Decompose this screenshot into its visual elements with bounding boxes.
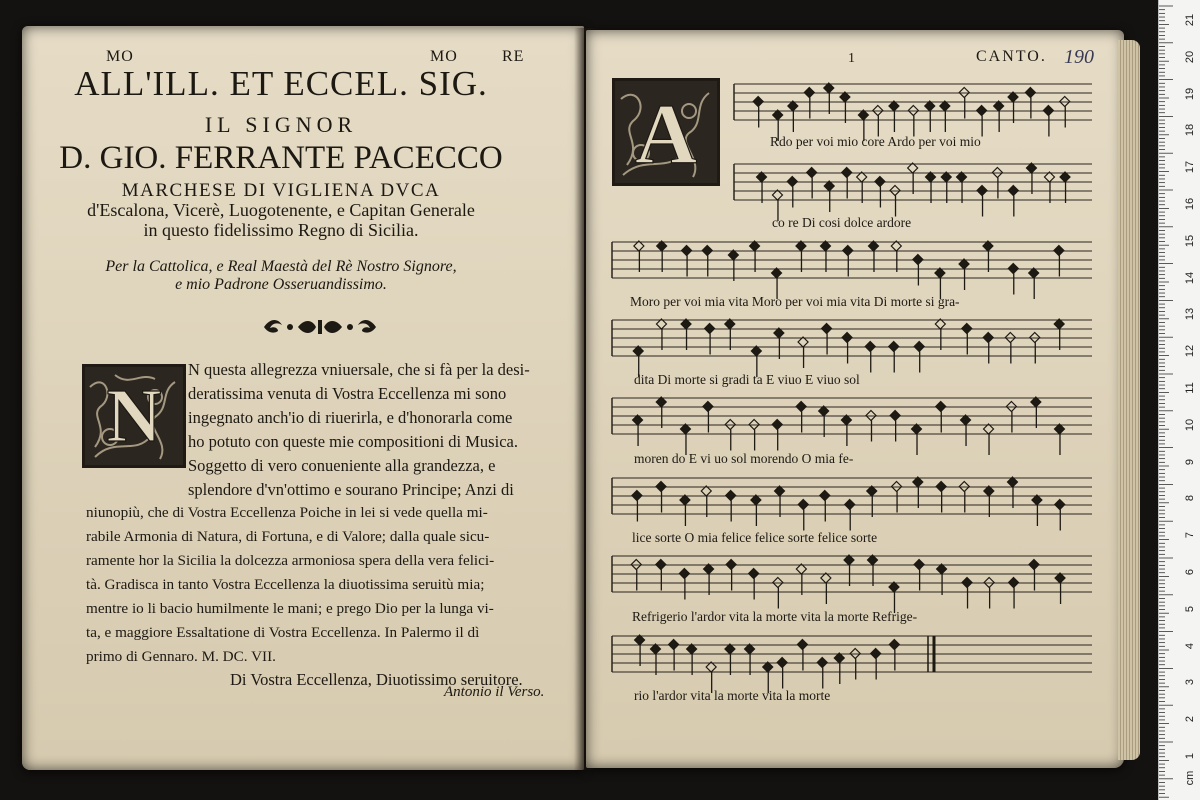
ruler-number: 15 — [1184, 234, 1196, 247]
note — [725, 420, 735, 451]
ruler-number: 3 — [1184, 679, 1196, 686]
note — [992, 168, 1002, 199]
note — [773, 578, 783, 609]
note — [913, 477, 923, 508]
ruler-number: 12 — [1184, 345, 1196, 358]
note — [936, 482, 946, 513]
note — [984, 486, 994, 517]
note — [631, 560, 641, 591]
note — [977, 186, 987, 217]
note — [892, 482, 902, 513]
note — [775, 486, 785, 517]
note — [682, 246, 692, 277]
ruler-number: 20 — [1184, 50, 1196, 63]
ruler-number: 11 — [1184, 382, 1196, 394]
note — [750, 241, 760, 272]
signature: Antonio il Verso. — [444, 684, 545, 700]
note — [868, 241, 878, 272]
body-text-line: ramente hor la Sicilia la dolcezza armoniosa spera della vera felici- — [86, 552, 495, 569]
note — [936, 402, 946, 433]
note — [908, 163, 918, 194]
note — [834, 653, 844, 684]
note — [705, 324, 715, 355]
body-text-line: splendore d'vn'ottimo e sourano Principe; Anzi di — [188, 480, 514, 499]
note — [935, 319, 945, 350]
note — [1008, 264, 1018, 295]
note — [890, 186, 900, 217]
note — [957, 172, 967, 203]
note — [1044, 172, 1054, 203]
lyric-line: co re Di cosi dolce ardore — [772, 215, 912, 230]
note — [1008, 92, 1018, 123]
lyric-line: lice sorte O mia felice felice sorte felice sorte — [632, 530, 878, 545]
ruler-number: 14 — [1184, 271, 1196, 284]
note — [651, 644, 661, 675]
note — [1060, 97, 1070, 128]
ruler-number: 18 — [1184, 124, 1196, 137]
note — [749, 569, 759, 600]
note — [984, 578, 994, 609]
note — [1029, 560, 1039, 591]
ruler-number: 13 — [1184, 308, 1196, 321]
note — [908, 106, 918, 137]
note — [940, 101, 950, 132]
body-text-line: niunopiù, che di Vostra Eccellenza Poiche in lei si vede quella mi- — [86, 504, 488, 521]
note — [757, 172, 767, 203]
note — [656, 319, 666, 350]
note — [959, 88, 969, 119]
note — [1009, 578, 1019, 609]
note — [1029, 268, 1039, 299]
note — [842, 333, 852, 364]
note — [796, 564, 806, 595]
note — [817, 658, 827, 689]
body-text-line: deratissima venuta di Vostra Eccellenza mi sono — [188, 384, 507, 403]
lyric-line: Refrigerio l'ardor vita la morte vita la morte Refrige- — [632, 609, 918, 624]
note — [656, 560, 666, 591]
title-superscript: MO — [106, 48, 134, 65]
note — [635, 635, 645, 666]
note — [656, 482, 666, 513]
note — [890, 411, 900, 442]
title-superscript: RE — [502, 48, 525, 65]
ruler-number: 16 — [1184, 197, 1196, 211]
note — [774, 328, 784, 359]
note — [657, 241, 667, 272]
svg-text:A: A — [634, 86, 698, 182]
note — [1060, 172, 1070, 203]
note — [1006, 402, 1016, 433]
note — [1007, 477, 1017, 508]
note — [1054, 319, 1064, 350]
note — [745, 644, 755, 675]
note — [796, 402, 806, 433]
note — [1005, 333, 1015, 364]
note — [798, 500, 808, 531]
addressee-title-line: in questo fidelissimo Regno di Sicilia. — [143, 220, 419, 240]
ruler-number: 19 — [1184, 87, 1196, 100]
body-text-line: ingegnato anch'io di riuerirla, e d'honorarla come — [188, 408, 513, 427]
ruler-unit: cm — [1184, 770, 1196, 786]
note — [726, 491, 736, 522]
svg-text:N: N — [106, 374, 162, 458]
note — [822, 324, 832, 355]
dedication-title: ALL'ILL. ET ECCEL. SIG. — [74, 64, 488, 103]
body-text-line: ta, e maggiore Essaltatione di Vostra Eccellenza. In Palermo il dì — [86, 624, 480, 641]
note — [983, 333, 993, 364]
note — [875, 177, 885, 208]
note — [891, 241, 901, 272]
note — [798, 337, 808, 368]
note — [959, 259, 969, 290]
note — [962, 578, 972, 609]
lyric-line: Moro per voi mia vita Moro per voi mia vita Di morte si gra- — [630, 294, 960, 309]
note — [787, 177, 797, 208]
note — [1054, 424, 1064, 455]
body-text-line: tà. Gradisca in tanto Vostra Eccellenza la diuotissima seruitù mia; — [86, 576, 485, 593]
note — [889, 101, 899, 132]
addressee-title-line: MARCHESE DI VIGLIENA DVCA — [121, 180, 441, 201]
note — [749, 420, 759, 451]
voice-part-heading: CANTO. — [976, 48, 1047, 65]
note — [914, 560, 924, 591]
note — [726, 560, 736, 591]
addressee-name: D. GIO. FERRANTE PACECCO — [59, 140, 503, 176]
note — [925, 101, 935, 132]
note — [889, 640, 899, 671]
note — [681, 319, 691, 350]
handwritten-folio-number: 190 — [1064, 46, 1094, 68]
note — [1055, 500, 1065, 531]
note — [857, 172, 867, 203]
note — [868, 555, 878, 586]
note — [703, 402, 713, 433]
note — [680, 495, 690, 526]
note — [873, 106, 883, 137]
addressee-title-line: d'Escalona, Vicerè, Luogotenente, e Capitan Generale — [87, 200, 475, 220]
ruler-number: 6 — [1184, 568, 1196, 576]
body-text-line: primo di Gennaro. M. DC. VII. — [86, 648, 276, 665]
note — [824, 83, 834, 114]
note — [725, 319, 735, 350]
ruler-number: 5 — [1184, 605, 1196, 612]
note — [751, 495, 761, 526]
lyric-line: rio l'ardor vita la morte vita la morte — [634, 688, 831, 703]
ruler-number: 10 — [1184, 418, 1196, 431]
note — [937, 564, 947, 595]
lyric-line: Rdo per voi mio core Ardo per voi mio — [770, 134, 981, 149]
measuring-ruler — [1158, 0, 1200, 800]
music-notes — [631, 83, 1070, 693]
note — [753, 97, 763, 128]
note — [728, 250, 738, 281]
ruler-number: 1 — [1184, 752, 1196, 760]
note — [777, 658, 787, 689]
salutation-line: Per la Cattolica, e Real Maestà del Rè Nostro Signore, — [105, 258, 457, 275]
note — [788, 101, 798, 132]
ruler-number: 8 — [1184, 495, 1196, 502]
note — [984, 424, 994, 455]
note — [632, 491, 642, 522]
note — [913, 255, 923, 286]
note — [844, 555, 854, 586]
ruler-number: 4 — [1184, 642, 1196, 649]
note — [842, 168, 852, 199]
note — [1032, 495, 1042, 526]
note — [926, 172, 936, 203]
ruler-number: 2 — [1184, 716, 1196, 723]
note — [962, 324, 972, 355]
note — [796, 241, 806, 272]
note — [845, 500, 855, 531]
lyrics — [630, 134, 981, 703]
note — [912, 424, 922, 455]
closing-line: Di Vostra Eccellenza, Diuotissimo seruitore. — [230, 670, 523, 689]
note — [1008, 186, 1018, 217]
note — [840, 92, 850, 123]
salutation-line: e mio Padrone Osseruandissimo. — [175, 276, 387, 293]
ruler-number: 9 — [1184, 458, 1196, 465]
note — [725, 644, 735, 675]
note — [941, 172, 951, 203]
note — [914, 342, 924, 373]
lyric-line: moren do E vi uo sol morendo O mia fe- — [634, 451, 854, 466]
note — [850, 649, 860, 680]
note — [702, 246, 712, 277]
note — [871, 649, 881, 680]
note — [841, 415, 851, 446]
note — [807, 168, 817, 199]
ruler-number: 17 — [1184, 161, 1196, 174]
note — [959, 482, 969, 513]
note — [820, 241, 830, 272]
note — [701, 486, 711, 517]
note — [669, 640, 679, 671]
note — [819, 406, 829, 437]
note — [843, 246, 853, 277]
note — [1026, 163, 1036, 194]
note — [867, 486, 877, 517]
lyric-line: dita Di morte si gradi ta E viuo E viuo sol — [634, 372, 860, 387]
note — [994, 101, 1004, 132]
title-superscript: MO — [430, 48, 458, 65]
note — [1055, 573, 1065, 604]
note — [797, 640, 807, 671]
note — [656, 397, 666, 428]
note — [866, 411, 876, 442]
note — [1043, 106, 1053, 137]
note — [889, 342, 899, 373]
body-text-line: N questa allegrezza vniuersale, che si fà per la desi- — [188, 360, 530, 379]
note — [821, 573, 831, 604]
note — [820, 491, 830, 522]
note — [865, 342, 875, 373]
note — [1054, 246, 1064, 277]
note — [961, 415, 971, 446]
note — [679, 569, 689, 600]
note — [1025, 88, 1035, 119]
body-text-line: ho potuto con queste mie compositioni di Musica. — [188, 432, 518, 451]
ruler-number: 7 — [1184, 532, 1196, 539]
note — [977, 106, 987, 137]
body-text-line: Soggetto di vero conueniente alla grandezza, e — [188, 456, 496, 475]
note — [633, 415, 643, 446]
page-number: 1 — [848, 51, 855, 66]
note — [824, 181, 834, 212]
note — [687, 644, 697, 675]
body-text-line: mentre io li bacio humilmente le mani; e prego Dio per la lunga vi- — [86, 600, 494, 617]
note — [704, 564, 714, 595]
note — [804, 88, 814, 119]
ruler-number: 21 — [1184, 13, 1196, 27]
note — [1031, 397, 1041, 428]
body-text-line: rabile Armonia di Natura, di Fortuna, e di Valore; dalla quale sicu- — [86, 528, 490, 545]
note — [983, 241, 993, 272]
note — [772, 420, 782, 451]
addressee-intro: IL SIGNOR — [204, 112, 358, 137]
note — [1030, 333, 1040, 364]
note — [634, 241, 644, 272]
